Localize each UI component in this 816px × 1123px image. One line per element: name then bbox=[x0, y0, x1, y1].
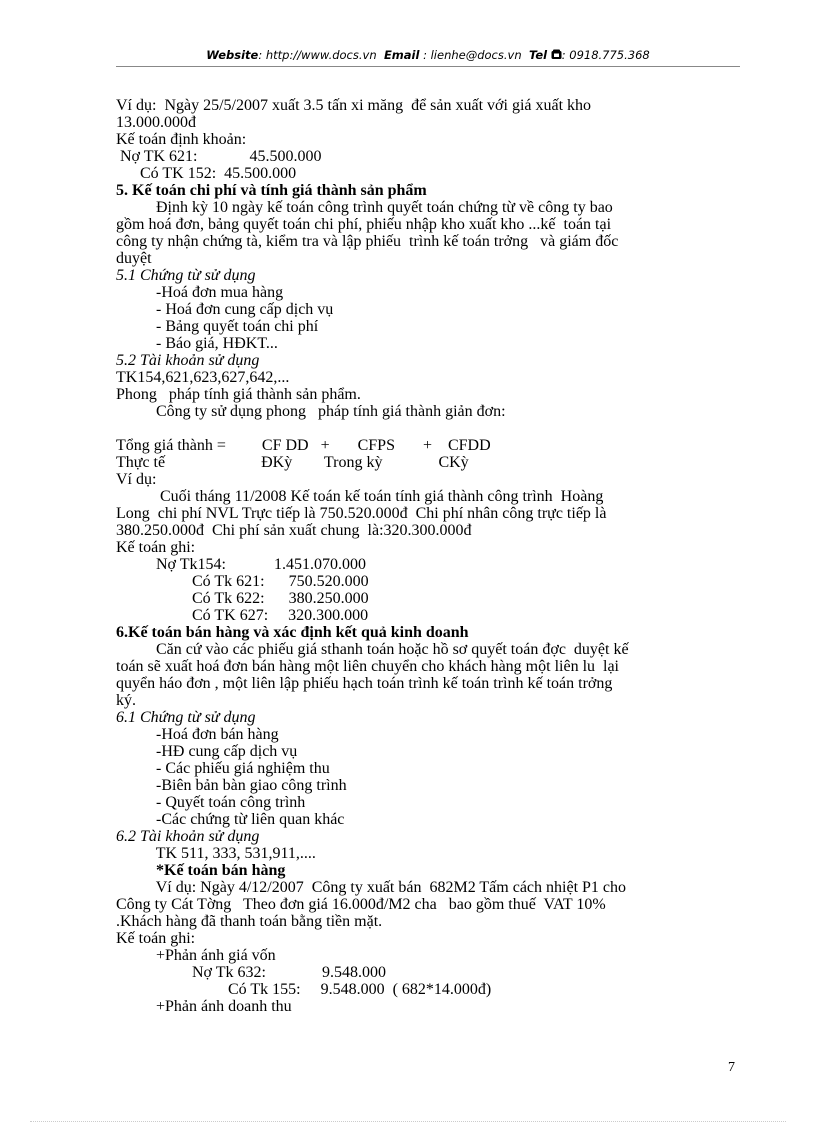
email-value: : lienhe@docs.vn bbox=[423, 48, 522, 62]
entry-line: Có Tk 622: 380.250.000 bbox=[116, 590, 369, 607]
tel-label: Tel bbox=[528, 48, 548, 62]
text-line: +Phản ánh doanh thu bbox=[116, 998, 292, 1015]
text-line: 380.250.000đ Chi phí sản xuất chung là:320.300.000đ bbox=[116, 522, 472, 539]
text-line: toán sẽ xuất hoá đơn bán hàng một liên chuyển cho khách hàng một liên lu lại bbox=[116, 658, 619, 675]
text-line: Kế toán định khoản: bbox=[116, 131, 247, 148]
text-line: Công ty sử dụng phong pháp tính giá thành giản đơn: bbox=[116, 403, 506, 420]
text-line: +Phản ánh giá vốn bbox=[116, 947, 276, 964]
text-line: công ty nhận chứng tà, kiểm tra và lập phiếu trình kế toán trởng và giám đốc bbox=[116, 233, 619, 250]
text-line: Định kỳ 10 ngày kế toán công trình quyết toán chứng từ về công ty bao bbox=[116, 199, 613, 216]
entry-line: Có Tk 155: 9.548.000 ( 682*14.000đ) bbox=[116, 981, 492, 998]
page-header bbox=[116, 48, 740, 63]
text-line: Phong pháp tính giá thành sản phẩm. bbox=[116, 386, 361, 403]
phone-icon bbox=[551, 49, 562, 63]
text-line: .Khách hàng đã thanh toán bằng tiền mặt. bbox=[116, 913, 383, 930]
text-line: Kế toán ghi: bbox=[116, 539, 196, 556]
list-item: -Biên bản bàn giao công trình bbox=[116, 777, 347, 794]
list-item: - Quyết toán công trình bbox=[116, 794, 306, 811]
blank-line bbox=[116, 420, 740, 437]
text-line: 13.000.000đ bbox=[116, 114, 196, 131]
subsection-heading-6-2: 6.2 Tài khoản sử dụng bbox=[116, 828, 260, 845]
subsection-heading-5-2: 5.2 Tài khoản sử dụng bbox=[116, 352, 260, 369]
list-item: - Hoá đơn cung cấp dịch vụ bbox=[116, 301, 334, 318]
list-item: - Báo giá, HĐKT... bbox=[116, 335, 278, 352]
list-item: - Bảng quyết toán chi phí bbox=[116, 318, 319, 335]
text-line: ký. bbox=[116, 692, 136, 709]
tel-value: : 0918.775.368 bbox=[561, 48, 650, 62]
page-number: 7 bbox=[728, 1060, 735, 1075]
text-line: Ví dụ: bbox=[116, 471, 157, 488]
section-heading-5: 5. Kế toán chi phí và tính giá thành sản phẩm bbox=[116, 182, 427, 199]
text-line: Có TK 152: 45.500.000 bbox=[116, 165, 297, 182]
header-divider bbox=[116, 66, 740, 67]
list-item: -HĐ cung cấp dịch vụ bbox=[116, 743, 298, 760]
list-item: -Hoá đơn bán hàng bbox=[116, 726, 279, 743]
list-item: -Các chứng từ liên quan khác bbox=[116, 811, 345, 828]
website-label: Website bbox=[206, 48, 259, 62]
list-item: -Hoá đơn mua hàng bbox=[116, 284, 284, 301]
subsection-heading-5-1: 5.1 Chứng từ sử dụng bbox=[116, 267, 256, 284]
page-bottom-border bbox=[30, 1121, 786, 1122]
email-label: Email bbox=[383, 48, 420, 62]
entry-line: Nợ Tk 632: 9.548.000 bbox=[116, 964, 386, 981]
text-line: Long chi phí NVL Trực tiếp là 750.520.000đ Chi phí nhân công trực tiếp là bbox=[116, 505, 607, 522]
text-line: duyệt bbox=[116, 250, 152, 267]
subheading-ke-toan-ban-hang: *Kế toán bán hàng bbox=[116, 862, 286, 879]
text-line: Kế toán ghi: bbox=[116, 930, 196, 947]
entry-line: Có TK 627: 320.300.000 bbox=[116, 607, 369, 624]
formula-line: Thực tế ĐKỳ Trong kỳ CKỳ bbox=[116, 454, 469, 471]
website-value: : http://www.docs.vn bbox=[258, 48, 377, 62]
entry-line: Có Tk 621: 750.520.000 bbox=[116, 573, 369, 590]
document-body bbox=[116, 97, 740, 1015]
text-line: TK 511, 333, 531,911,.... bbox=[116, 845, 316, 862]
text-line: quyển háo đơn , một liên lập phiếu hạch toán trình kế toán trình kế toán trởng bbox=[116, 675, 613, 692]
text-line: Căn cứ vào các phiếu giá sthanh toán hoặc hồ sơ quyết toán đợc duyệt kế bbox=[116, 641, 629, 658]
text-line: TK154,621,623,627,642,... bbox=[116, 369, 290, 386]
formula-line: Tổng giá thành = CF DD + CFPS + CFDD bbox=[116, 437, 491, 454]
subsection-heading-6-1: 6.1 Chứng từ sử dụng bbox=[116, 709, 256, 726]
list-item: - Các phiếu giá nghiệm thu bbox=[116, 760, 330, 777]
section-heading-6: 6.Kế toán bán hàng và xác định kết quả kinh doanh bbox=[116, 624, 469, 641]
entry-line: Nợ Tk154: 1.451.070.000 bbox=[116, 556, 366, 573]
text-line: Nợ TK 621: 45.500.000 bbox=[116, 148, 322, 165]
text-line: Ví dụ: Ngày 25/5/2007 xuất 3.5 tấn xi măng để sản xuất với giá xuất kho bbox=[116, 97, 592, 114]
text-line: Công ty Cát Tờng Theo đơn giá 16.000đ/M2 cha bao gồm thuế VAT 10% bbox=[116, 896, 606, 913]
text-line: gồm hoá đơn, bảng quyết toán chi phí, phiếu nhập kho xuất kho ...kế toán tại bbox=[116, 216, 612, 233]
text-line: Cuối tháng 11/2008 Kế toán kế toán tính giá thành công trình Hoàng bbox=[116, 488, 604, 505]
text-line: Ví dụ: Ngày 4/12/2007 Công ty xuất bán 682M2 Tấm cách nhiệt P1 cho bbox=[116, 879, 627, 896]
